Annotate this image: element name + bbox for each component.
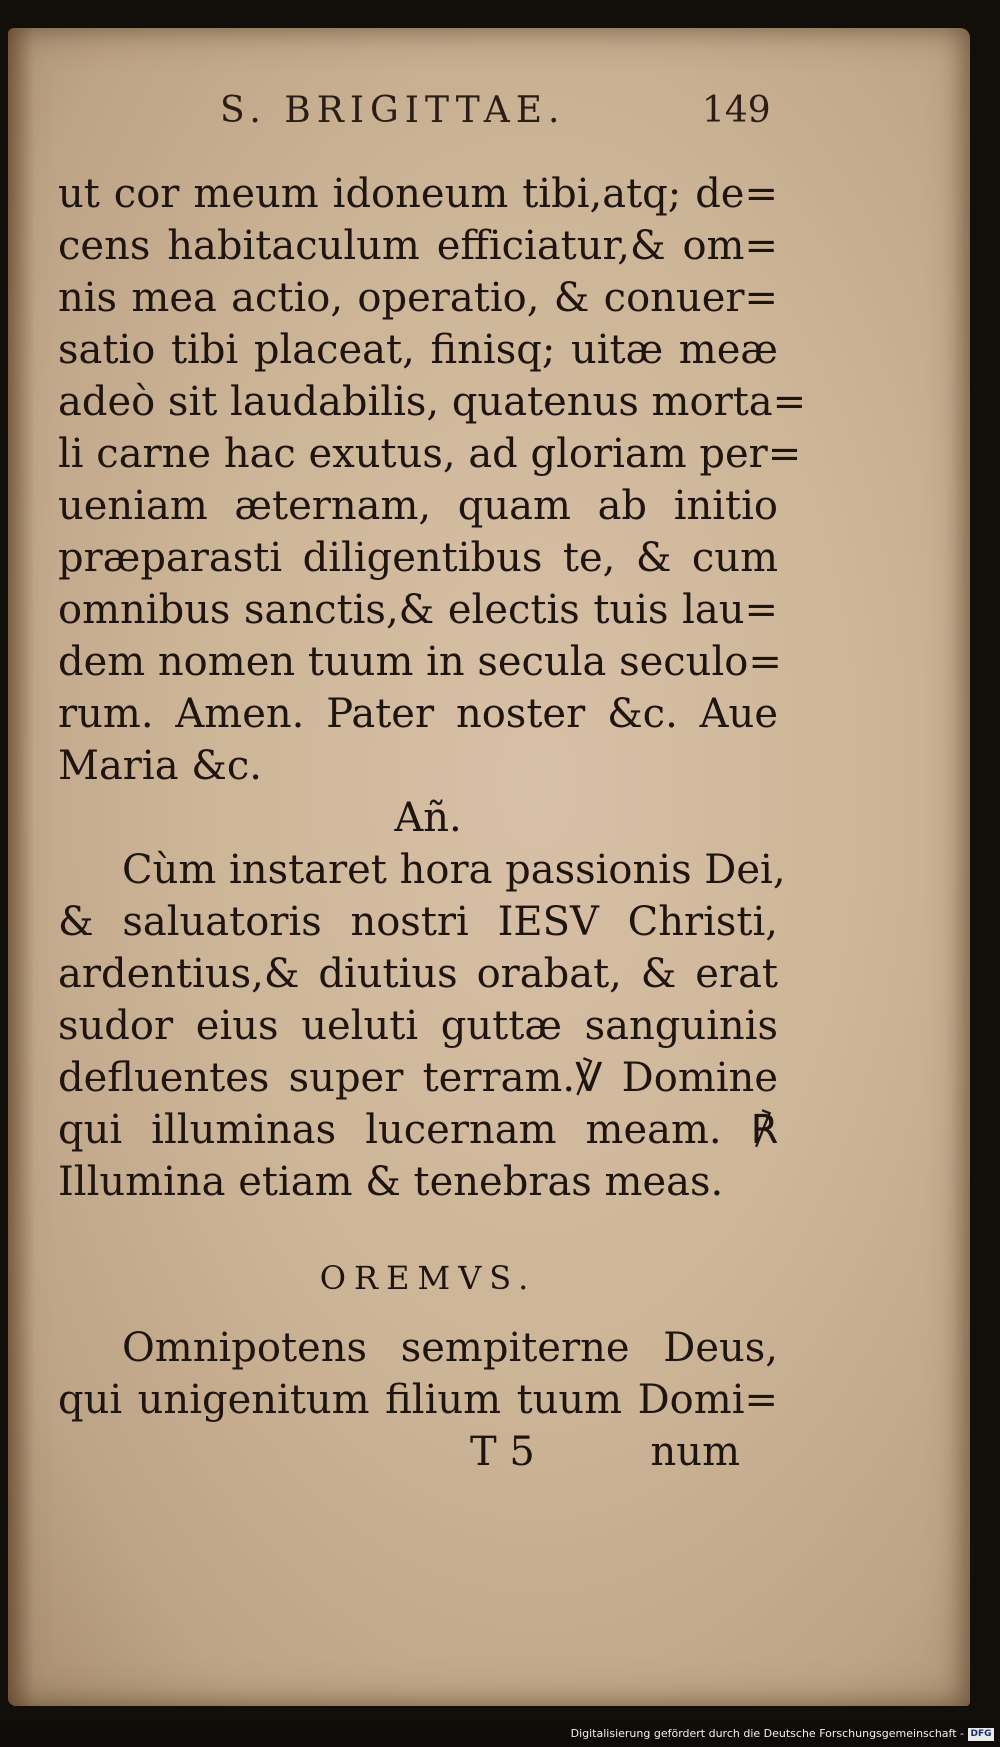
signature-line (58, 1426, 778, 1478)
oremus-heading: OREMVS. (319, 1259, 537, 1297)
text-line: & saluatoris nostri IESV Christi, (58, 899, 778, 945)
text-line: præparasti diligentibus te, & cum (58, 535, 778, 581)
catchword: num (650, 1429, 740, 1475)
text-line: sudor eius ueluti guttæ sanguinis (58, 1003, 778, 1049)
antiphon-heading: Añ. (394, 795, 462, 841)
text-line: defluentes super terram.℣ Domine (58, 1055, 778, 1101)
funding-credit: Digitalisierung gefördert durch die Deutsche Forschungsgemeinschaft - (570, 1727, 964, 1740)
text-line: ueniam æternam, quam ab initio (58, 483, 778, 529)
page-number: 149 (702, 90, 771, 131)
text-line: Omnipotens sempiterne Deus, (122, 1325, 778, 1371)
text-line: Maria &c. (58, 743, 263, 789)
text-line: rum. Amen. Pater noster &c. Aue (58, 691, 778, 737)
spacer (58, 1208, 778, 1252)
text-line: Cùm instaret hora passionis Dei, (122, 847, 786, 893)
text-line: li carne hac exutus, ad gloriam per= (58, 431, 802, 477)
text-line: omnibus sanctis,& electis tuis lau= (58, 587, 778, 633)
text-line: cens habitaculum efficiatur,& om= (58, 223, 778, 269)
signature-mark: T 5 (470, 1429, 535, 1475)
text-line: adeò sit laudabilis, quatenus morta= (58, 379, 807, 425)
text-line: satio tibi placeat, finisq; uitæ meæ (58, 327, 778, 373)
page-edge-shadow (8, 28, 34, 1706)
book-page (8, 28, 970, 1706)
text-line: dem nomen tuum in secula seculo= (58, 639, 782, 685)
text-line: nis mea actio, operatio, & conuer= (58, 275, 778, 321)
text-line: qui unigenitum filium tuum Domi= (58, 1377, 778, 1423)
text-line: Illumina etiam & tenebras meas. (58, 1159, 724, 1205)
page-header (8, 86, 970, 136)
dfg-logo: DFG (968, 1728, 994, 1741)
text-line: ardentius,& diutius orabat, & erat (58, 951, 778, 997)
spacer (58, 1304, 778, 1322)
text-block (58, 168, 807, 1478)
footer-strip (0, 1721, 1000, 1747)
text-line: ut cor meum idoneum tibi,atq; de= (58, 171, 778, 217)
running-head: S. BRIGITTAE. (220, 90, 566, 131)
text-line: qui illuminas lucernam meam. ℟ (58, 1107, 778, 1153)
